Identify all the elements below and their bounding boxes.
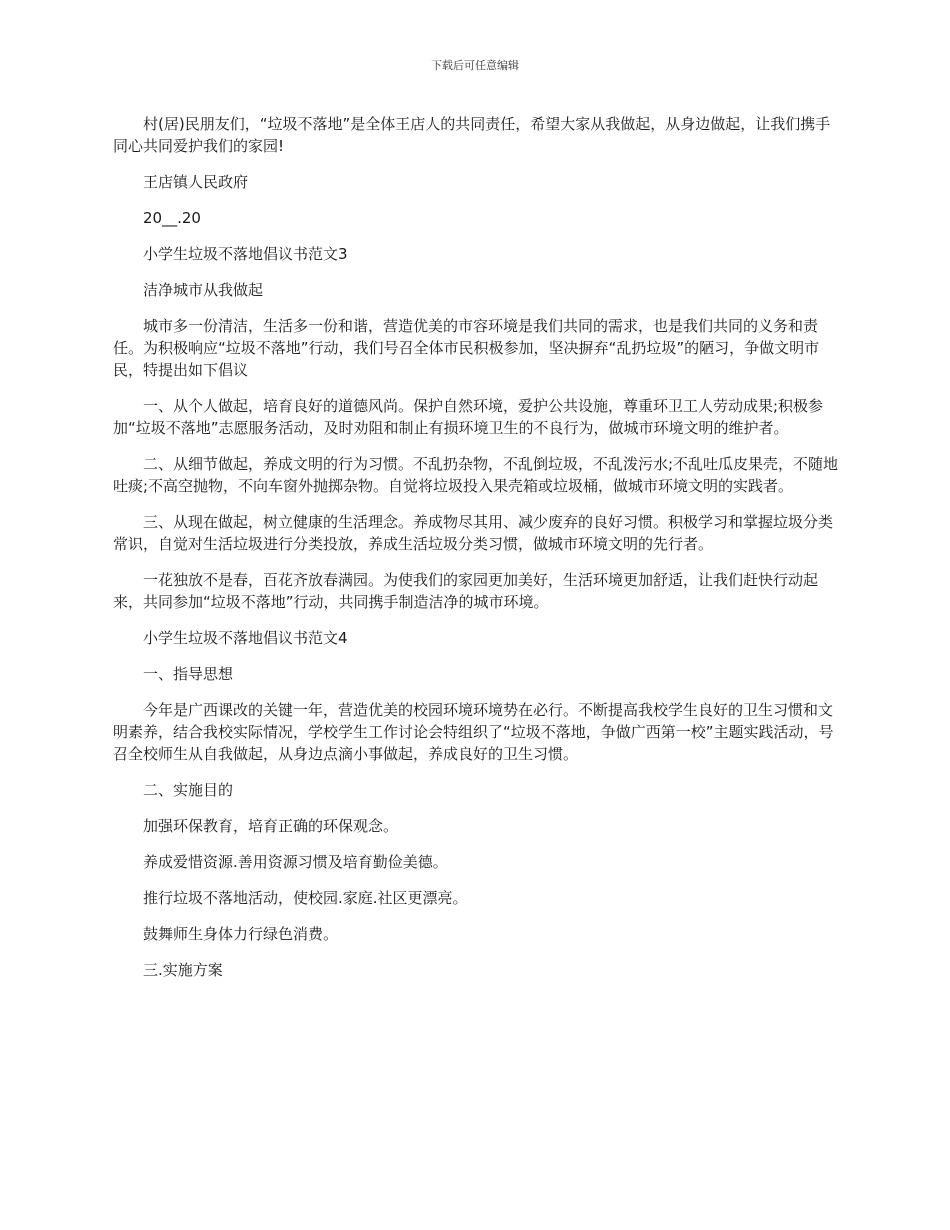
paragraph: 今年是广西课改的关键一年，营造优美的校园环境环境势在必行。不断提高我校学生良好的卫生习惯和文明素养，结合我校实际情况，学校学生工作讨论会特组织了“垃圾不落地，争做广西第一校”主题实践活动，号召全校师生从自我做起，从身边点滴小事做起，养成良好的卫生习惯。 — [113, 701, 834, 763]
signature-date: 20__.20 — [143, 209, 201, 227]
list-item: 加强环保教育，培育正确的环保观念。 — [143, 817, 399, 835]
section-title: 小学生垃圾不落地倡议书范文3 — [143, 245, 348, 263]
section-title: 小学生垃圾不落地倡议书范文4 — [143, 629, 348, 647]
paragraph: 二、从细节做起，养成文明的行为习惯。不乱扔杂物，不乱倒垃圾，不乱泼污水;不乱吐瓜皮果壳，不随地吐痰;不高空抛物，不向车窗外抛掷杂物。自觉将垃圾投入果壳箱或垃圾桶，做城市环境文明的实践者。 — [113, 455, 839, 495]
paragraph: 城市多一份清洁，生活多一份和谐，营造优美的市容环境是我们共同的需求，也是我们共同的义务和责任。为积极响应“垃圾不落地”行动，我们号召全体市民积极参加，坚决摒弃“乱扔垃圾”的陋习，争做文明市民，特提出如下倡议 — [113, 317, 820, 379]
list-item: 养成爱惜资源.善用资源习惯及培育勤俭美德。 — [143, 853, 448, 871]
section-heading: 三.实施方案 — [143, 961, 223, 979]
paragraph: 一、从个人做起，培育良好的道德风尚。保护自然环境，爱护公共设施，尊重环卫工人劳动成果;积极参加“垃圾不落地”志愿服务活动，及时劝阻和制止有损环境卫生的不良行为，做城市环境文明的维护者。 — [113, 397, 824, 437]
list-item: 推行垃圾不落地活动，使校园.家庭.社区更漂亮。 — [143, 889, 468, 907]
paragraph: 村(居)民朋友们，“垃圾不落地”是全体王店人的共同责任，希望大家从我做起，从身边做起，让我们携手同心共同爱护我们的家园! — [113, 115, 831, 155]
list-item: 鼓舞师生身体力行绿色消费。 — [143, 925, 339, 943]
document-body — [113, 113, 839, 981]
paragraph: 一花独放不是春，百花齐放春满园。为使我们的家园更加美好，生活环境更加舒适，让我们赶快行动起来，共同参加“垃圾不落地”行动，共同携手制造洁净的城市环境。 — [113, 571, 819, 611]
signature-organization: 王店镇人民政府 — [143, 173, 249, 191]
paragraph: 三、从现在做起，树立健康的生活理念。养成物尽其用、减少废弃的良好习惯。积极学习和掌握垃圾分类常识，自觉对生活垃圾进行分类投放，养成生活垃圾分类习惯，做城市环境文明的先行者。 — [113, 513, 834, 553]
section-heading: 一、指导思想 — [143, 665, 234, 683]
page-header-note: 下载后可任意编辑 — [431, 59, 519, 72]
section-heading: 二、实施目的 — [143, 781, 234, 799]
subtitle: 洁净城市从我做起 — [143, 281, 264, 299]
